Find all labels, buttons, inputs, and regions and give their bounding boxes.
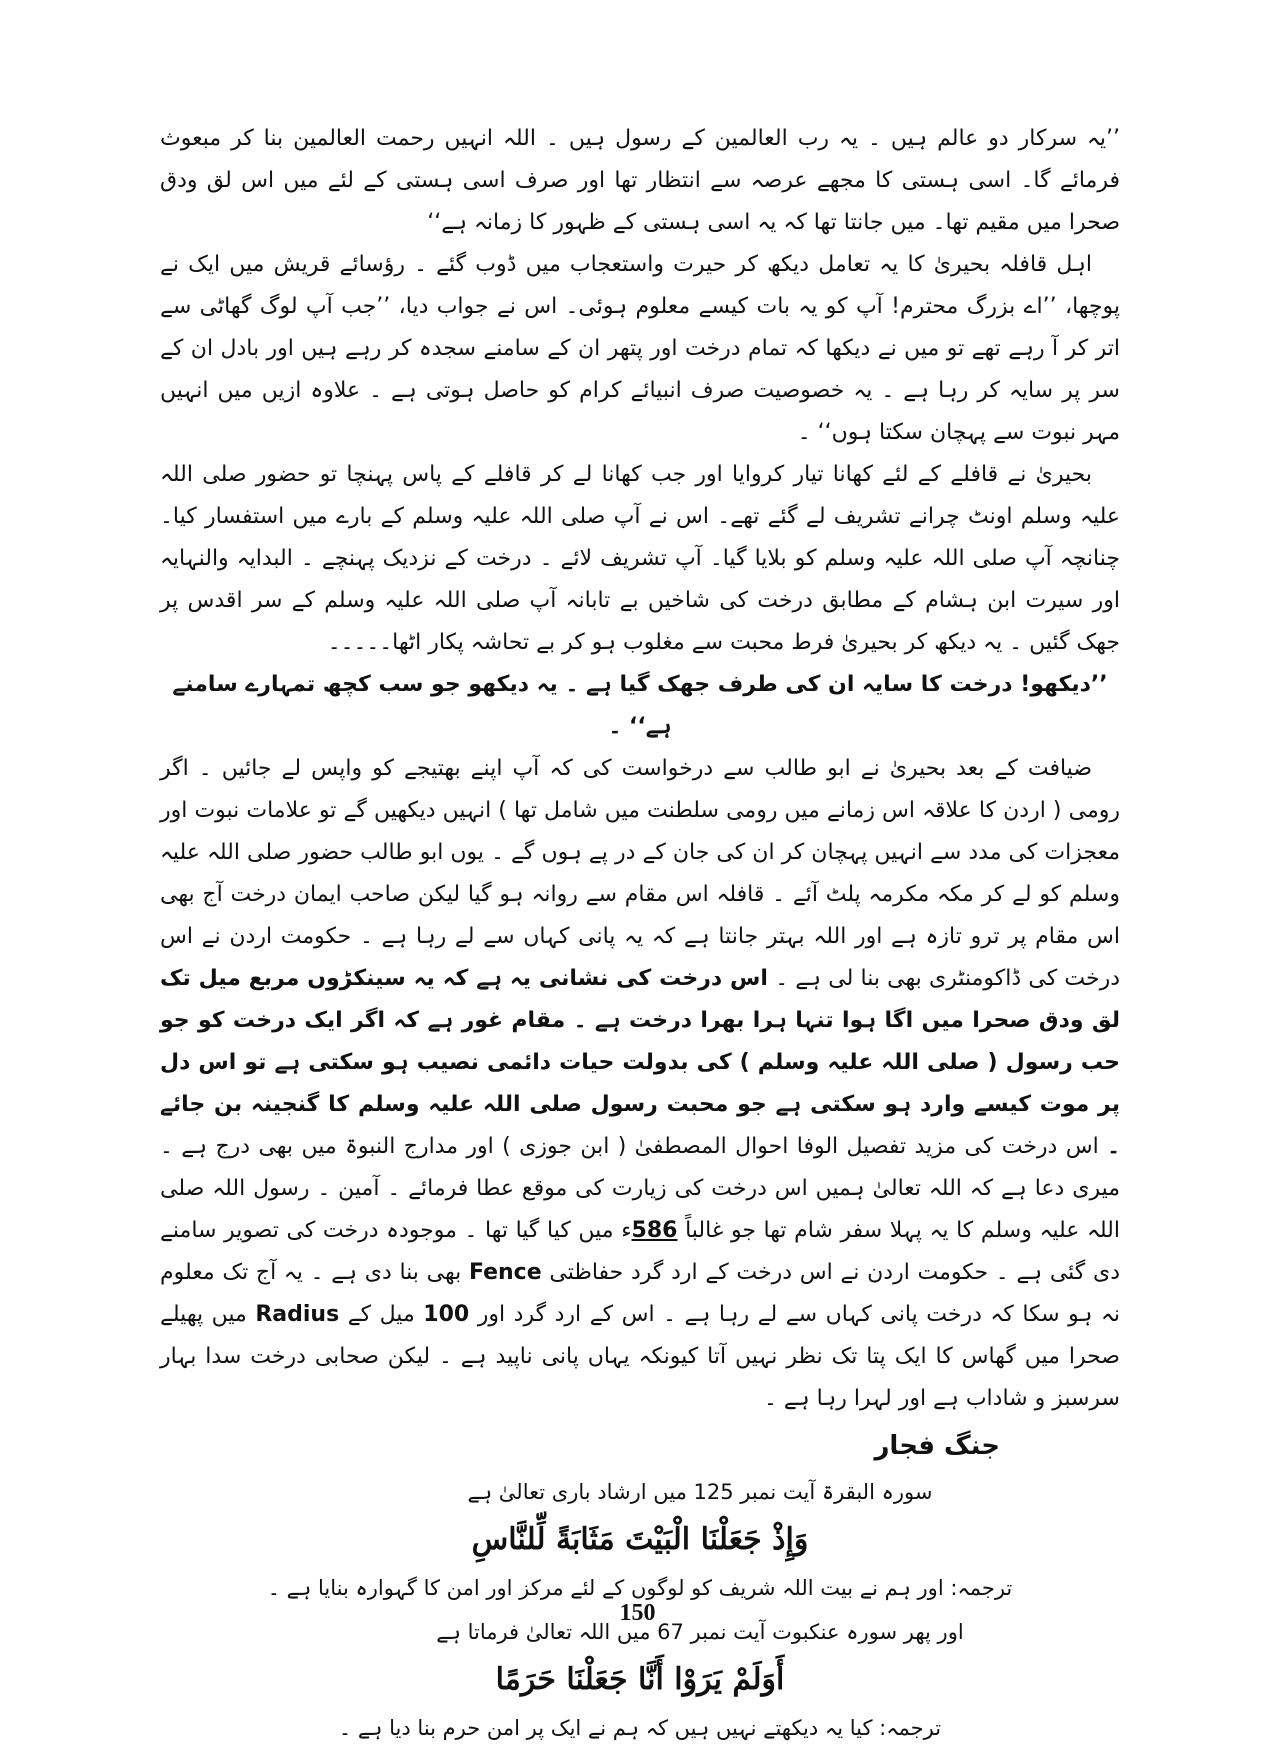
radius-word: Radius	[255, 1302, 340, 1327]
year-number: 586	[631, 1218, 678, 1243]
translation-baqarah: ترجمہ: اور ہم نے بیت اللہ شریف کو لوگوں کے لئے مرکز اور امن کا گہوارہ بنایا ہے ۔	[267, 1576, 1013, 1600]
fence-word: Fence	[468, 1260, 542, 1285]
paragraph-tree-text-d: بھی بنا دی ہے ۔ یہ آج تک معلوم نہ ہو سکا کہ درخت پانی کہاں سے لے رہا ہے ۔ اس کے ارد گرد اور	[160, 1260, 1120, 1327]
paragraph-tree-emphasis: اس درخت کی نشانی یہ ہے کہ یہ سینکڑوں مربع میل تک لق ودق صحرا میں اگا ہوا تنہا ہرا بھرا درخت ہے ۔ مقام غور ہے کہ اگر ایک درخت کو جو حب رسول ( صلی اللہ علیہ وسلم ) کی بدولت حیات دائمی نصیب ہو سکتی ہے تو اس دل پر موت کیسے وارد ہو سکتی ہے جو محبت رسول صلی اللہ علیہ وسلم کا گنجینہ بن جائے ۔	[160, 966, 1120, 1159]
paragraph-meal: بحیریٰ نے قافلے کے لئے کھانا تیار کروایا اور جب کھانا لے کر قافلے کے پاس پہنچا تو حضور صلی اللہ علیہ وسلم اونٹ چرانے تشریف لے گئے تھے۔ اس نے آپ صلی اللہ علیہ وسلم کے بارے میں استفسار کیا۔ چنانچہ آپ صلی اللہ علیہ وسلم کو بلایا گیا۔ آپ تشریف لائے ۔ درخت کے نزدیک پہنچے ۔ البدایہ والنہایہ اور سیرت ابن ہشام کے مطابق درخت کی شاخیں بے تابانہ آپ صلی اللہ علیہ وسلم کے سر اقدس پر جھک گئیں ۔ یہ دیکھ کر بحیریٰ فرط محبت سے مغلوب ہو کر بے تحاشہ پکار اٹھا۔۔۔۔۔	[160, 462, 1120, 655]
hundred-number: 100	[423, 1302, 470, 1327]
verse-intro-ankabut: اور پھر سورہ عنکبوت آیت نمبر 67 میں اللہ تعالیٰ فرماتا ہے	[436, 1620, 964, 1644]
arabic-verse-ankabut: أَوَلَمْ يَرَوْا أَنَّا جَعَلْنَا حَرَمًا	[495, 1662, 785, 1697]
paragraph-tree-text-e: میل کے	[347, 1302, 415, 1327]
paragraph-tree-text-a: ضیافت کے بعد بحیریٰ نے ابو طالب سے درخواست کی کہ آپ اپنے بھتیجے کو واپس لے جائیں ۔ اگر رومی ( اردن کا علاقہ اس زمانے میں رومی سلطنت میں شامل تھا ) انہیں دیکھیں گے تو علامات نبوت اور معجزات کی مدد سے انہیں پہچان کر ان کی جان کے در پے ہوں گے ۔ یوں ابو طالب حضور صلی اللہ علیہ وسلم کو لے کر مکہ مکرمہ پلٹ آئے ۔ قافلہ اس مقام سے روانہ ہو گیا لیکن صاحب ایمان درخت آج بھی اس مقام پر ترو تازہ ہے اور اللہ بہتر جانتا ہے کہ یہ پانی کہاں سے لے رہا ہے ۔ حکومت اردن نے اس درخت کی ڈاکومنٹری بھی بنا لی ہے ۔	[160, 756, 1120, 991]
verse-intro-baqarah: سورہ البقرۃ آیت نمبر 125 میں ارشاد باری تعالیٰ ہے	[467, 1480, 933, 1504]
page-content	[160, 118, 1120, 1750]
paragraph-tree-text-c: ء میں کیا گیا تھا ۔ موجودہ درخت کی تصویر سامنے دی گئی ہے ۔ حکومت اردن نے اس درخت کے ارد گرد حفاظتی	[160, 1218, 1121, 1285]
section-heading: جنگ فجار	[874, 1431, 1000, 1461]
paragraph-tree	[160, 748, 1120, 1420]
arabic-verse-baqarah: وَإِذْ جَعَلْنَا الْبَيْتَ مَثَابَةً لِّلنَّاسِ	[471, 1522, 809, 1557]
translation-ankabut: ترجمہ: کیا یہ دیکھتے نہیں ہیں کہ ہم نے ایک پر امن حرم بنا دیا ہے ۔	[338, 1716, 942, 1740]
quote-tree-shade: ’’دیکھو! درخت کا سایہ ان کی طرف جھک گیا ہے ۔ یہ دیکھو جو سب کچھ تمہارے سامنے ہے‘‘ ۔	[172, 672, 1108, 739]
page-number: 150	[619, 1600, 656, 1626]
paragraph-caravan-question: اہل قافلہ بحیریٰ کا یہ تعامل دیکھ کر حیرت واستعجاب میں ڈوب گئے ۔ رؤسائے قریش میں ایک نے پوچھا، ’’اے بزرگ محترم! آپ کو یہ بات کیسے معلوم ہوئی۔ اس نے جواب دیا، ’’جب آپ لوگ گھاٹی سے اتر کر آ رہے تھے تو میں نے دیکھا کہ تمام درخت اور پتھر ان کے سامنے سجدہ کر رہے ہیں اور بادل ان کے سر پر سایہ کر رہا ہے ۔ یہ خصوصیت صرف انبیائے کرام کو حاصل ہوتی ہے ۔ علاوہ ازیں میں انہیں مہر نبوت سے پہچان سکتا ہوں‘‘ ۔	[160, 252, 1120, 445]
paragraph-prophecy: ’’یہ سرکار دو عالم ہیں ۔ یہ رب العالمین کے رسول ہیں ۔ اللہ انہیں رحمت العالمین بنا کر مبعوث فرمائے گا۔ اسی ہستی کا مجھے عرصہ سے انتظار تھا اور صرف اسی ہستی کے لئے میں اس لق ودق صحرا میں مقیم تھا۔ میں جانتا تھا کہ یہ اسی ہستی کے ظہور کا زمانہ ہے‘‘	[160, 126, 1120, 235]
paragraph-tree-text-f: میں پھیلے صحرا میں گھاس کا ایک پتا تک نظر نہیں آتا کیونکہ یہاں پانی ناپید ہے ۔ لیکن صحابی درخت سدا بہار سرسبز و شاداب ہے اور لہرا رہا ہے ۔	[160, 1302, 1120, 1411]
paragraph-tree-text-b: اس درخت کی مزید تفصیل الوفا احوال المصطفیٰ ( ابن جوزی ) اور مدارج النبوۃ میں بھی درج ہے ۔ میری دعا ہے کہ اللہ تعالیٰ ہمیں اس درخت کی زیارت کی موقع عطا فرمائے ۔ آمین ۔ رسول اللہ صلی اللہ علیہ وسلم کا یہ پہلا سفر شام تھا جو غالباً	[160, 1134, 1120, 1243]
